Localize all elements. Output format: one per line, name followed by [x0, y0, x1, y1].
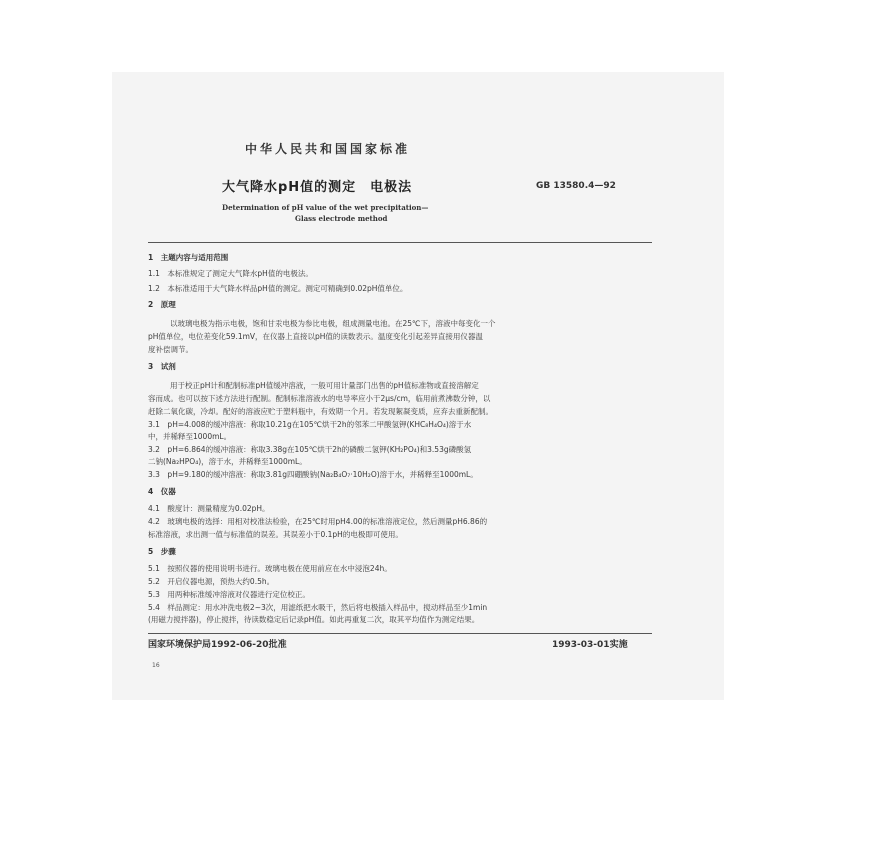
approval-date: 国家环境保护局1992-06-20批准 [148, 640, 287, 650]
clause-5-4-line-2: (用磁力搅拌器)，停止搅拌，待读数稳定后记录pH值。如此再重复二次，取其平均值作为测定结果。 [148, 615, 480, 624]
clause-3-2-line-1: 3.2 pH=6.864的缓冲溶液：称取3.38g在105℃烘干2h的磷酸二氢钾(KH₂PO₄)和3.53g磷酸氢 [148, 445, 472, 454]
clause-3-3: 3.3 pH=9.180的缓冲溶液：称取3.81g四硼酸钠(Na₂B₄O₇·10H₂O)溶于水，并稀释至1000mL。 [148, 470, 478, 479]
clause-3-1-line-1: 3.1 pH=4.008的缓冲溶液：称取10.21g在105℃烘干2h的邻苯二甲酸氢钾(KHC₈H₄O₄)溶于水 [148, 420, 472, 429]
reagent-intro-line-3: 赶除二氧化碳，冷却。配好的溶液应贮于塑料瓶中，有效期一个月。若发现絮凝变质，应弃去重新配制。 [148, 407, 493, 416]
clause-3-2-line-2: 二钠(Na₂HPO₄)，溶于水，并稀释至1000mL。 [148, 457, 307, 466]
clause-4-1: 4.1 酸度计：测量精度为0.02pH。 [148, 504, 270, 513]
principle-line-2: pH值单位，电位差变化59.1mV，在仪器上直接以pH值的读数表示。温度变化引起差异直接用仪器温 [148, 332, 483, 341]
clause-5-3: 5.3 用两种标准缓冲溶液对仪器进行定位校正。 [148, 590, 310, 599]
principle-line-1: 以玻璃电极为指示电极，饱和甘汞电极为参比电极，组成测量电池。在25℃下，溶液中每变化一个 [170, 319, 496, 328]
document-title-cn: 大气降水pH值的测定 电极法 [222, 180, 413, 195]
national-standard-heading: 中华人民共和国国家标准 [245, 142, 411, 156]
clause-5-1: 5.1 按照仪器的使用说明书进行。玻璃电极在使用前应在水中浸泡24h。 [148, 564, 392, 573]
document-title-en-line1: Determination of pH value of the wet precipitation— [222, 203, 429, 212]
clause-3-1-line-2: 中，并稀释至1000mL。 [148, 432, 232, 441]
section-2-heading: 2 原理 [148, 300, 176, 309]
clause-5-2: 5.2 开启仪器电源，预热大约0.5h。 [148, 577, 275, 586]
clause-1-2: 1.2 本标准适用于大气降水样品pH值的测定。测定可精确到0.02pH值单位。 [148, 284, 408, 293]
section-3-heading: 3 试剂 [148, 362, 176, 371]
section-4-heading: 4 仪器 [148, 487, 176, 496]
reagent-intro-line-1: 用于校正pH计和配制标准pH值缓冲溶液，一般可用计量部门出售的pH值标准物或直接溶解定 [170, 381, 479, 390]
clause-1-1: 1.1 本标准规定了测定大气降水pH值的电极法。 [148, 269, 313, 278]
effective-date: 1993-03-01实施 [552, 640, 628, 650]
reagent-intro-line-2: 容而成。也可以按下述方法进行配制。配制标准溶液水的电导率应小于2μs/cm，临用前煮沸数分钟，以 [148, 394, 491, 403]
principle-line-3: 度补偿调节。 [148, 345, 193, 354]
clause-5-4-line-1: 5.4 样品测定：用水冲洗电极2~3次，用滤纸把水吸干，然后将电极插入样品中，搅动样品至少1min [148, 603, 488, 612]
standard-number: GB 13580.4—92 [536, 181, 616, 191]
section-1-heading: 1 主题内容与适用范围 [148, 253, 229, 262]
clause-4-2-line-1: 4.2 玻璃电极的选择：用相对校准法检验，在25℃时用pH4.00的标准溶液定位，然后测量pH6.86的 [148, 517, 488, 526]
top-divider [148, 242, 652, 243]
bottom-divider [148, 633, 652, 634]
document-title-en-line2: Glass electrode method [295, 214, 388, 223]
page-number: 16 [152, 662, 160, 669]
section-5-heading: 5 步骤 [148, 547, 176, 556]
clause-4-2-line-2: 标准溶液，求出测一值与标准值的误差。其误差小于0.1pH的电极即可使用。 [148, 530, 403, 539]
